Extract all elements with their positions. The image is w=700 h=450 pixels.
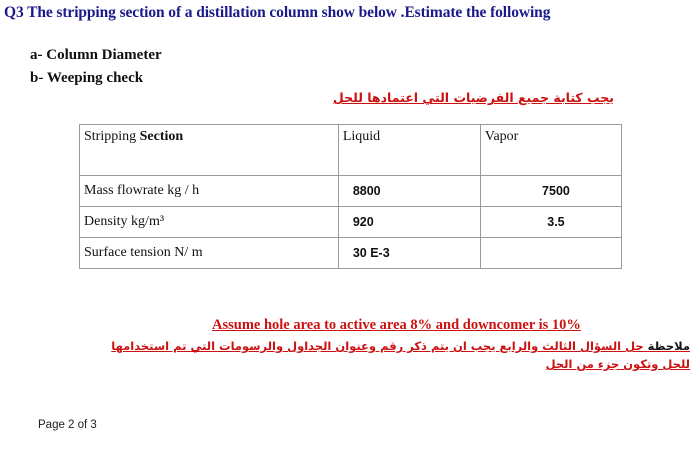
remark-label: ملاحظة — [647, 339, 690, 353]
table-header-row — [80, 125, 622, 176]
remark-text-1: حل السؤال الثالث والرابع يجب ان يتم ذكر رقم وعنوان الجداول والرسومات التي تم استخدامها — [111, 339, 644, 353]
vapor-value — [480, 238, 621, 269]
remark-line-1 — [111, 337, 690, 355]
header-vapor: Vapor — [480, 125, 621, 176]
table-row-surface-tension — [80, 238, 622, 269]
table-row-mass-flowrate — [80, 176, 622, 207]
assumption-text: Assume hole area to active area 8% and downcomer is 10% — [212, 317, 581, 333]
row-label: Surface tension N/ m — [80, 238, 339, 269]
table-row-density — [80, 207, 622, 238]
arabic-assumptions-note: يجب كتابة جميع الفرضيات التي اعتمادها للحل — [332, 90, 614, 105]
row-label: Density kg/m³ — [80, 207, 339, 238]
vapor-value: 7500 — [480, 176, 621, 207]
header-label-prefix: Stripping — [84, 129, 140, 144]
liquid-value: 30 E-3 — [338, 238, 480, 269]
liquid-value: 8800 — [338, 176, 480, 207]
task-column-diameter: a- Column Diameter — [30, 47, 162, 63]
liquid-value: 920 — [338, 207, 480, 238]
vapor-value: 3.5 — [480, 207, 621, 238]
header-liquid: Liquid — [338, 125, 480, 176]
header-label-bold: Section — [139, 129, 184, 144]
task-weeping-check: b- Weeping check — [30, 70, 144, 86]
arabic-remark — [111, 337, 690, 373]
row-label: Mass flowrate kg / h — [80, 176, 339, 207]
header-stripping-section — [80, 125, 339, 176]
question-title: Q3 The stripping section of a distillation column show below .Estimate the following — [4, 4, 551, 21]
remark-line-2: للحل وتكون جزء من الحل — [545, 357, 690, 371]
page-number: Page 2 of 3 — [38, 419, 97, 431]
stripping-section-table — [79, 124, 622, 269]
